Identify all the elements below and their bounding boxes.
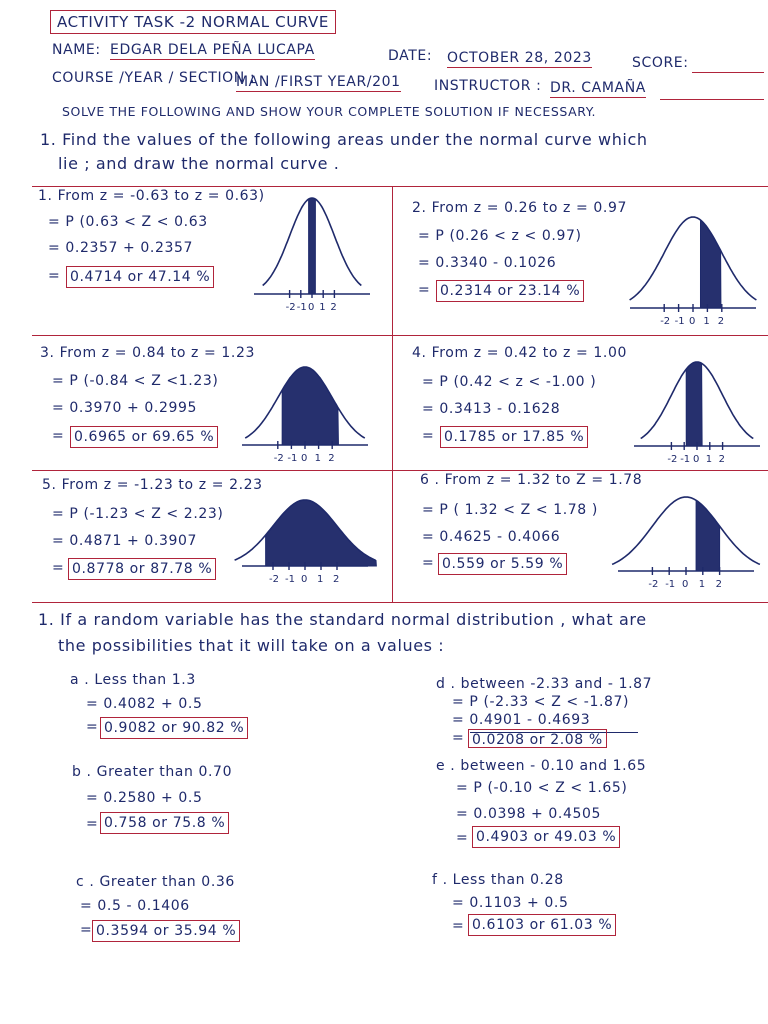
course-label: COURSE /YEAR / SECTION : (52, 70, 256, 86)
shaded-area (266, 500, 377, 566)
axis-tick-label: 0 (682, 579, 689, 590)
problem-1-line1: 1. From z = -0.63 to z = 0.63) (38, 188, 265, 204)
divider-rule (32, 470, 768, 471)
item-a-line2: = 0.4082 + 0.5 (86, 696, 203, 712)
axis-tick-label: -2 (269, 574, 279, 585)
problem-1-equals: = (48, 268, 61, 284)
problem-4-line2: = P (0.42 < z < -1.00 ) (422, 374, 597, 390)
date-label: DATE: (388, 48, 433, 64)
axis-tick-label: -2 (285, 302, 296, 313)
part1-question-line2: lie ; and draw the normal curve . (58, 154, 340, 173)
divider-rule (32, 335, 768, 336)
shaded-area (282, 367, 338, 445)
axis-tick-label: 0 (308, 302, 315, 313)
item-f-answer-box (468, 914, 616, 936)
axis-tick-label: 2 (718, 454, 725, 465)
problem-6-line3: = 0.4625 - 0.4066 (422, 529, 561, 545)
axis-tick-label: 0 (301, 574, 308, 585)
problem-3-equals: = (52, 428, 65, 444)
item-e-answer: 0.4903 or 49.03 % (476, 829, 617, 845)
normal-curve-sketch (628, 205, 758, 330)
item-f-line2: = 0.1103 + 0.5 (452, 895, 569, 911)
item-d-line2: = P (-2.33 < Z < -1.87) (452, 694, 630, 710)
axis-tick-label: -1 (287, 453, 298, 464)
problem-3-answer: 0.6965 or 69.65 % (74, 429, 215, 445)
item-d-line1: d . between -2.33 and - 1.87 (436, 676, 653, 692)
axis-tick-label: 1 (698, 579, 706, 590)
item-d-answer: 0.0208 or 2.08 % (472, 732, 603, 748)
score-line (692, 72, 764, 73)
item-b-line1: b . Greater than 0.70 (72, 764, 233, 780)
problem-5-line3: = 0.4871 + 0.3907 (52, 533, 197, 549)
item-e-answer-box (472, 826, 620, 848)
axis-tick-label: -1 (674, 316, 685, 327)
problem-2-line2: = P (0.26 < z < 0.97) (418, 228, 582, 244)
bell-curve (630, 217, 757, 300)
part2-question-line2: the possibilities that it will take on a values : (58, 636, 445, 655)
divider-rule (32, 186, 768, 187)
axis-tick-label: -1 (285, 574, 295, 585)
problem-6-answer-box (438, 553, 567, 575)
problem-5-equals: = (52, 560, 65, 576)
item-b-answer-box (100, 812, 229, 834)
normal-curve-sketch (240, 488, 370, 588)
problem-2-line1: 2. From z = 0.26 to z = 0.97 (412, 200, 628, 216)
item-e-equals: = (456, 830, 469, 846)
problem-3-answer-box (70, 426, 218, 448)
instruction-text: SOLVE THE FOLLOWING AND SHOW YOUR COMPLETE SOLUTION IF NECESSARY. (62, 104, 597, 119)
problem-4-equals: = (422, 428, 435, 444)
axis-tick-label: 1 (319, 302, 326, 313)
axis-tick-label: 0 (693, 454, 700, 465)
problem-2-answer: 0.2314 or 23.14 % (440, 283, 581, 299)
item-d-answer-box (468, 729, 607, 748)
axis-tick-label: 0 (689, 316, 696, 327)
problem-3-line2: = P (-0.84 < Z <1.23) (52, 373, 219, 389)
problem-2-equals: = (418, 282, 431, 298)
shaded-area (309, 198, 316, 294)
problem-5-answer-box (68, 558, 216, 580)
axis-tick-label: 2 (333, 574, 340, 585)
part1-question-line1: 1. Find the values of the following areas under the normal curve which (40, 130, 648, 149)
problem-6-line2: = P ( 1.32 < Z < 1.78 ) (422, 502, 598, 518)
item-c-answer: 0.3594 or 35.94 % (96, 923, 237, 939)
problem-6-line1: 6 . From z = 1.32 to Z = 1.78 (420, 472, 643, 488)
divider-rule (32, 602, 768, 603)
item-a-answer-box (100, 717, 248, 739)
item-a-answer: 0.9082 or 90.82 % (104, 720, 245, 736)
problem-6-answer: 0.559 or 5.59 % (442, 556, 564, 572)
item-f-line1: f . Less than 0.28 (432, 872, 564, 888)
problem-3-line1: 3. From z = 0.84 to z = 1.23 (40, 345, 256, 361)
item-c-line2: = 0.5 - 0.1406 (80, 898, 190, 914)
item-e-line1: e . between - 0.10 and 1.65 (436, 758, 647, 774)
problem-2-line3: = 0.3340 - 0.1026 (418, 255, 557, 271)
problem-4-line3: = 0.3413 - 0.1628 (422, 401, 561, 417)
instructor-value: DR. CAMAÑA (550, 80, 646, 96)
axis-tick-label: 2 (330, 302, 337, 313)
axis-tick-label: -1 (680, 454, 691, 465)
axis-tick-label: 2 (717, 316, 725, 327)
problem-5-line1: 5. From z = -1.23 to z = 2.23 (42, 477, 263, 493)
problem-1-answer: 0.4714 or 47.14 % (70, 269, 211, 285)
item-c-line1: c . Greater than 0.36 (76, 874, 235, 890)
axis-tick-label: 1 (705, 454, 713, 465)
problem-1-line3: = 0.2357 + 0.2357 (48, 240, 193, 256)
item-d-equals: = (452, 730, 465, 746)
item-e-line3: = 0.0398 + 0.4505 (456, 806, 601, 822)
normal-curve-sketch (240, 355, 370, 467)
item-b-equals: = (86, 816, 99, 832)
item-b-line2: = 0.2580 + 0.5 (86, 790, 203, 806)
item-f-equals: = (452, 918, 465, 934)
problem-4-line1: 4. From z = 0.42 to z = 1.00 (412, 345, 628, 361)
item-a-line1: a . Less than 1.3 (70, 672, 196, 688)
problem-1-line2: = P (0.63 < Z < 0.63 (48, 214, 208, 230)
problem-4-answer-box (440, 426, 588, 448)
bell-curve (612, 497, 760, 564)
axis-tick-label: -2 (667, 454, 678, 465)
problem-5-answer: 0.8778 or 87.78 % (72, 561, 213, 577)
problem-2-answer-box (436, 280, 584, 302)
axis-tick-label: -2 (273, 453, 284, 464)
axis-tick-label: -1 (296, 302, 307, 313)
problem-4-answer: 0.1785 or 17.85 % (444, 429, 585, 445)
problem-5-line2: = P (-1.23 < Z < 2.23) (52, 506, 224, 522)
name-label: NAME: (52, 42, 101, 58)
normal-curve-sketch (252, 186, 372, 316)
divider-rule (392, 186, 393, 602)
instructor-label: INSTRUCTOR : (434, 78, 542, 94)
axis-tick-label: -2 (648, 579, 659, 590)
axis-tick-label: 0 (301, 453, 308, 464)
shaded-area (686, 362, 702, 446)
item-e-line2: = P (-0.10 < Z < 1.65) (456, 780, 628, 796)
date-value: OCTOBER 28, 2023 (447, 50, 592, 66)
problem-6-equals: = (422, 555, 435, 571)
name-value: EDGAR DELA PEÑA LUCAPA (110, 42, 315, 58)
normal-curve-sketch (632, 350, 762, 468)
item-d-line3: = 0.4901 - 0.4693 (452, 712, 591, 728)
axis-tick-label: 1 (314, 453, 321, 464)
axis-tick-label: 1 (703, 316, 710, 327)
axis-tick-label: 2 (328, 453, 335, 464)
item-a-equals: = (86, 719, 99, 735)
axis-tick-label: 2 (715, 579, 722, 590)
score-label: SCORE: (632, 55, 689, 71)
item-f-answer: 0.6103 or 61.03 % (472, 917, 613, 933)
problem-3-line3: = 0.3970 + 0.2995 (52, 400, 197, 416)
normal-curve-sketch (616, 485, 756, 593)
axis-tick-label: 1 (317, 574, 324, 585)
page-title: ACTIVITY TASK -2 NORMAL CURVE (50, 10, 336, 34)
problem-1-answer-box (66, 266, 214, 288)
axis-tick-label: -2 (660, 316, 671, 327)
part2-question-line1: 1. If a random variable has the standard normal distribution , what are (38, 610, 647, 629)
item-b-answer: 0.758 or 75.8 % (104, 815, 226, 831)
course-value: MAN /FIRST YEAR/201 (236, 74, 401, 90)
item-c-answer-box (92, 920, 240, 942)
instructor-line (660, 99, 764, 100)
axis-tick-label: -1 (665, 579, 676, 590)
item-c-equals: = (80, 922, 93, 938)
